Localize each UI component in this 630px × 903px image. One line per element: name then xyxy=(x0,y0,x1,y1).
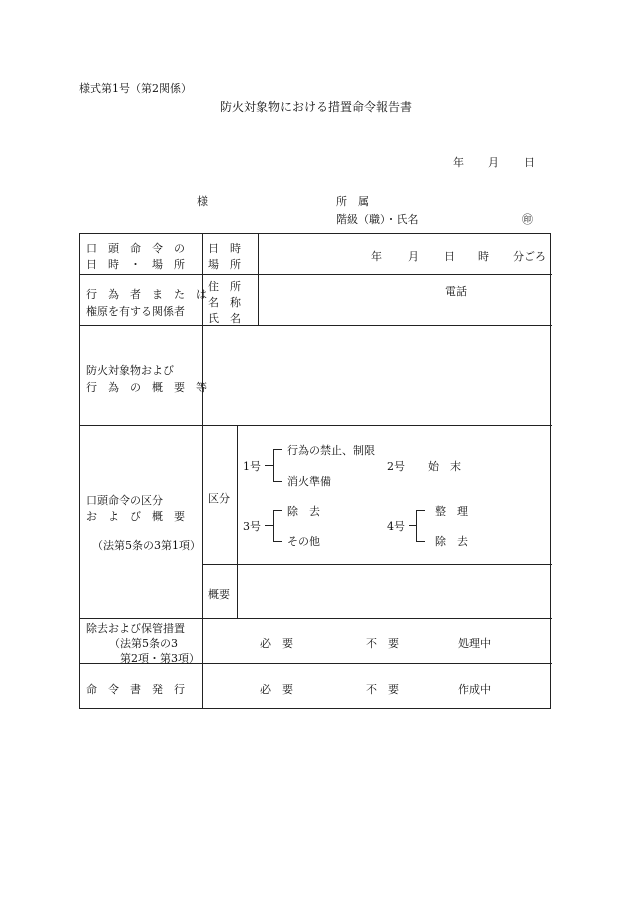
removal-label-2: （法第5条の3 xyxy=(109,637,178,650)
gaiyou-label: 概要 xyxy=(208,588,230,601)
affiliation-label: 所 属 xyxy=(336,195,369,208)
removal-option-processing: 処理中 xyxy=(458,637,491,650)
item1-option-b: 消火準備 xyxy=(287,475,331,488)
object-label-2: 行 為 の 概 要 等 xyxy=(86,381,207,394)
item1-bracket xyxy=(273,449,282,482)
item2-number: 2号 xyxy=(387,460,405,473)
issuance-option-not-required: 不 要 xyxy=(366,683,399,696)
item3-bracket xyxy=(273,510,282,542)
oral-order-hour: 時 xyxy=(478,250,489,263)
kubun-label: 区分 xyxy=(208,492,230,505)
actor-label-1: 行 為 者 ま た は xyxy=(86,288,207,301)
oral-order-label-1: 口 頭 命 令 の xyxy=(86,242,185,255)
date-month: 月 xyxy=(488,156,499,169)
removal-label-3: 第2項・第3項） xyxy=(120,652,200,665)
date-year: 年 xyxy=(453,156,464,169)
item3-option-b: その他 xyxy=(287,535,320,548)
date-day: 日 xyxy=(524,156,535,169)
oral-order-day: 日 xyxy=(444,250,455,263)
oral-order-minute: 分ごろ xyxy=(513,250,546,263)
document-title: 防火対象物における措置命令報告書 xyxy=(220,100,413,114)
actor-sub-name: 名 称 xyxy=(208,296,241,309)
oral-order-sub-place: 場 所 xyxy=(208,258,241,271)
classification-label-3: （法第5条の3第1項） xyxy=(92,539,201,552)
report-form-table xyxy=(79,233,551,709)
item4-option-b: 除 去 xyxy=(435,535,468,548)
seal-mark: ㊞ xyxy=(522,213,533,226)
item1-number: 1号 xyxy=(243,460,261,473)
oral-order-sub-datetime: 日 時 xyxy=(208,242,241,255)
removal-option-required: 必 要 xyxy=(260,637,293,650)
item4-option-a: 整 理 xyxy=(435,505,468,518)
oral-order-label-2: 日 時 ・ 場 所 xyxy=(86,258,185,271)
form-number: 様式第1号（第2関係） xyxy=(79,82,192,95)
issuance-option-required: 必 要 xyxy=(260,683,293,696)
item2-text: 始 末 xyxy=(428,460,461,473)
removal-option-not-required: 不 要 xyxy=(366,637,399,650)
order-issuance-label: 命 令 書 発 行 xyxy=(86,683,185,696)
rank-name-label: 階級（職）・氏名 xyxy=(336,213,419,226)
item4-number: 4号 xyxy=(387,520,405,533)
item1-option-a: 行為の禁止、制限 xyxy=(287,444,375,457)
addressee-suffix: 様 xyxy=(197,195,208,208)
classification-label-1: 口頭命令の区分 xyxy=(86,494,163,507)
actor-sub-address: 住 所 xyxy=(208,280,241,293)
object-label-1: 防火対象物および xyxy=(86,364,174,377)
issuance-option-drafting: 作成中 xyxy=(458,683,491,696)
classification-label-2: お よ び 概 要 xyxy=(86,510,185,523)
actor-label-2: 権原を有する関係者 xyxy=(86,305,185,318)
actor-sub-person: 氏 名 xyxy=(208,312,241,325)
oral-order-year: 年 xyxy=(371,250,382,263)
removal-label-1: 除去および保管措置 xyxy=(86,622,185,635)
item3-option-a: 除 去 xyxy=(287,505,320,518)
item3-number: 3号 xyxy=(243,520,261,533)
actor-phone-label: 電話 xyxy=(445,285,467,298)
item4-bracket xyxy=(416,510,425,542)
oral-order-month: 月 xyxy=(408,250,419,263)
